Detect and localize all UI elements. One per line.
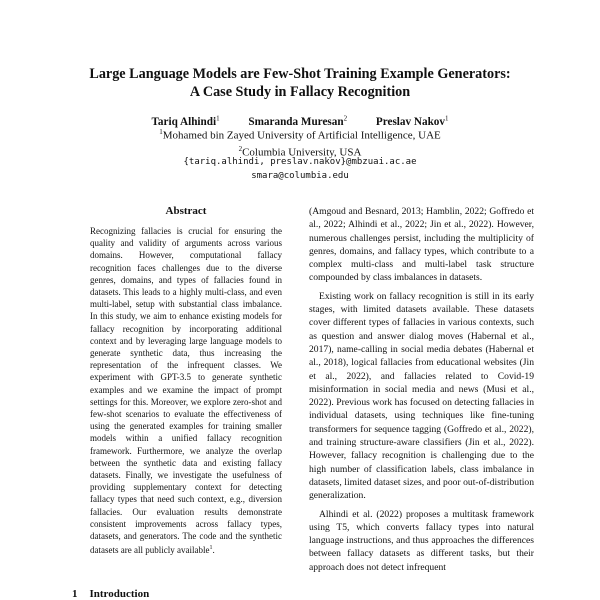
email-line-2: smara@columbia.edu <box>251 170 349 181</box>
author-1: Tariq Alhindi$^1$ <box>151 114 220 128</box>
author-3: Preslav Nakov$^1$ <box>375 114 449 128</box>
paragraph-3: Alhindi et al. (2022) proposes a multitask framework using T5, which converts fallacy types into natural language instructions, and thus approaches the differences between fallacy datasets as different tasks, but their approach does not detect infrequent <box>309 508 534 573</box>
affiliation-1: $^1$Mohamed bin Zayed University of Artificial Intelligence, UAE <box>159 128 441 142</box>
right-column-text <box>309 205 534 600</box>
author-2: Smaranda Muresan$^2$ <box>248 114 348 128</box>
paragraph-2: Existing work on fallacy recognition is still in its early stages, with limited datasets available. These datasets cover different types of fallacies in various contexts, such as question and answer dialog moves (Habernal et al., 2017), name-calling in social media debates (Habernal et al., 2018), logical fallacies from educational websites (Jin et al., 2022), and fallacies related to Covid-19 misinformation in social media and news (Musi et al., 2022). Previous work has focused on detecting fallacies in individual datasets, using techniques like fine-tuning transformers for sequence tagging (Goffredo et al., 2022), and training structure-aware classifiers (Jin et al., 2022). However, fallacy recognition is challenging due to the high number of classification labels, class imbalance in datasets, limited dataset sizes, and poor out-of-distribution generalization. <box>309 290 534 502</box>
abstract-body: Recognizing fallacies is crucial for ensuring the quality and validity of arguments across various domains. However, computational fallacy recognition faces challenges due to the diverse genres, domains, and types of fallacies found in datasets. This leads to a highly multi-class, and even multi-label, setup with substantial class imbalance. In this study, we aim to enhance existing models for fallacy recognition by incorporating additional context and by leveraging large language models to generate synthetic data, thus increasing the representation of the infrequent classes. We experiment with GPT-3.5 to generate synthetic examples and we examine the impact of prompt settings for this. Moreover, we explore zero-shot and few-shot scenarios to evaluate the effectiveness of using the generated examples for training smaller models within a unified fallacy recognition framework. Furthermore, we analyze the overlap between the synthetic data and existing fallacy datasets. Finally, we investigate the usefulness of providing supplementary context for detecting fallacy types that need such context, e.g., diversion fallacies. Our evaluation results demonstrate consistent improvements across fallacy types, datasets, and generators. The code and the synthetic datasets are all publicly available$^1$. <box>90 226 282 556</box>
paper-title <box>60 66 540 101</box>
title-line-2: A Case Study in Fallacy Recognition <box>189 83 411 100</box>
email-addresses <box>60 156 540 183</box>
paragraph-1: (Amgoud and Besnard, 2013; Hamblin, 2022; Goffredo et al., 2022; Alhindi et al., 2022; Jin et al., 2022). However, numerous challenges persist, including the multiplicity of genres, domains, and fallacy types, which contribute to a complex multi-class and multi-label task structure compounded by class imbalances in datasets. <box>309 206 534 284</box>
section-heading-introduction: 1 Introduction <box>72 588 150 600</box>
title-line-1: Large Language Models are Few-Shot Training Example Generators: <box>89 66 511 82</box>
footnote-marker: 1 <box>209 545 213 552</box>
affiliation-2: $^2$Columbia University, USA <box>238 145 362 160</box>
abstract-heading: Abstract <box>165 205 207 217</box>
email-line-1: {tariq.alhindi, preslav.nakov}@mbzuai.ac.ae <box>183 157 417 167</box>
